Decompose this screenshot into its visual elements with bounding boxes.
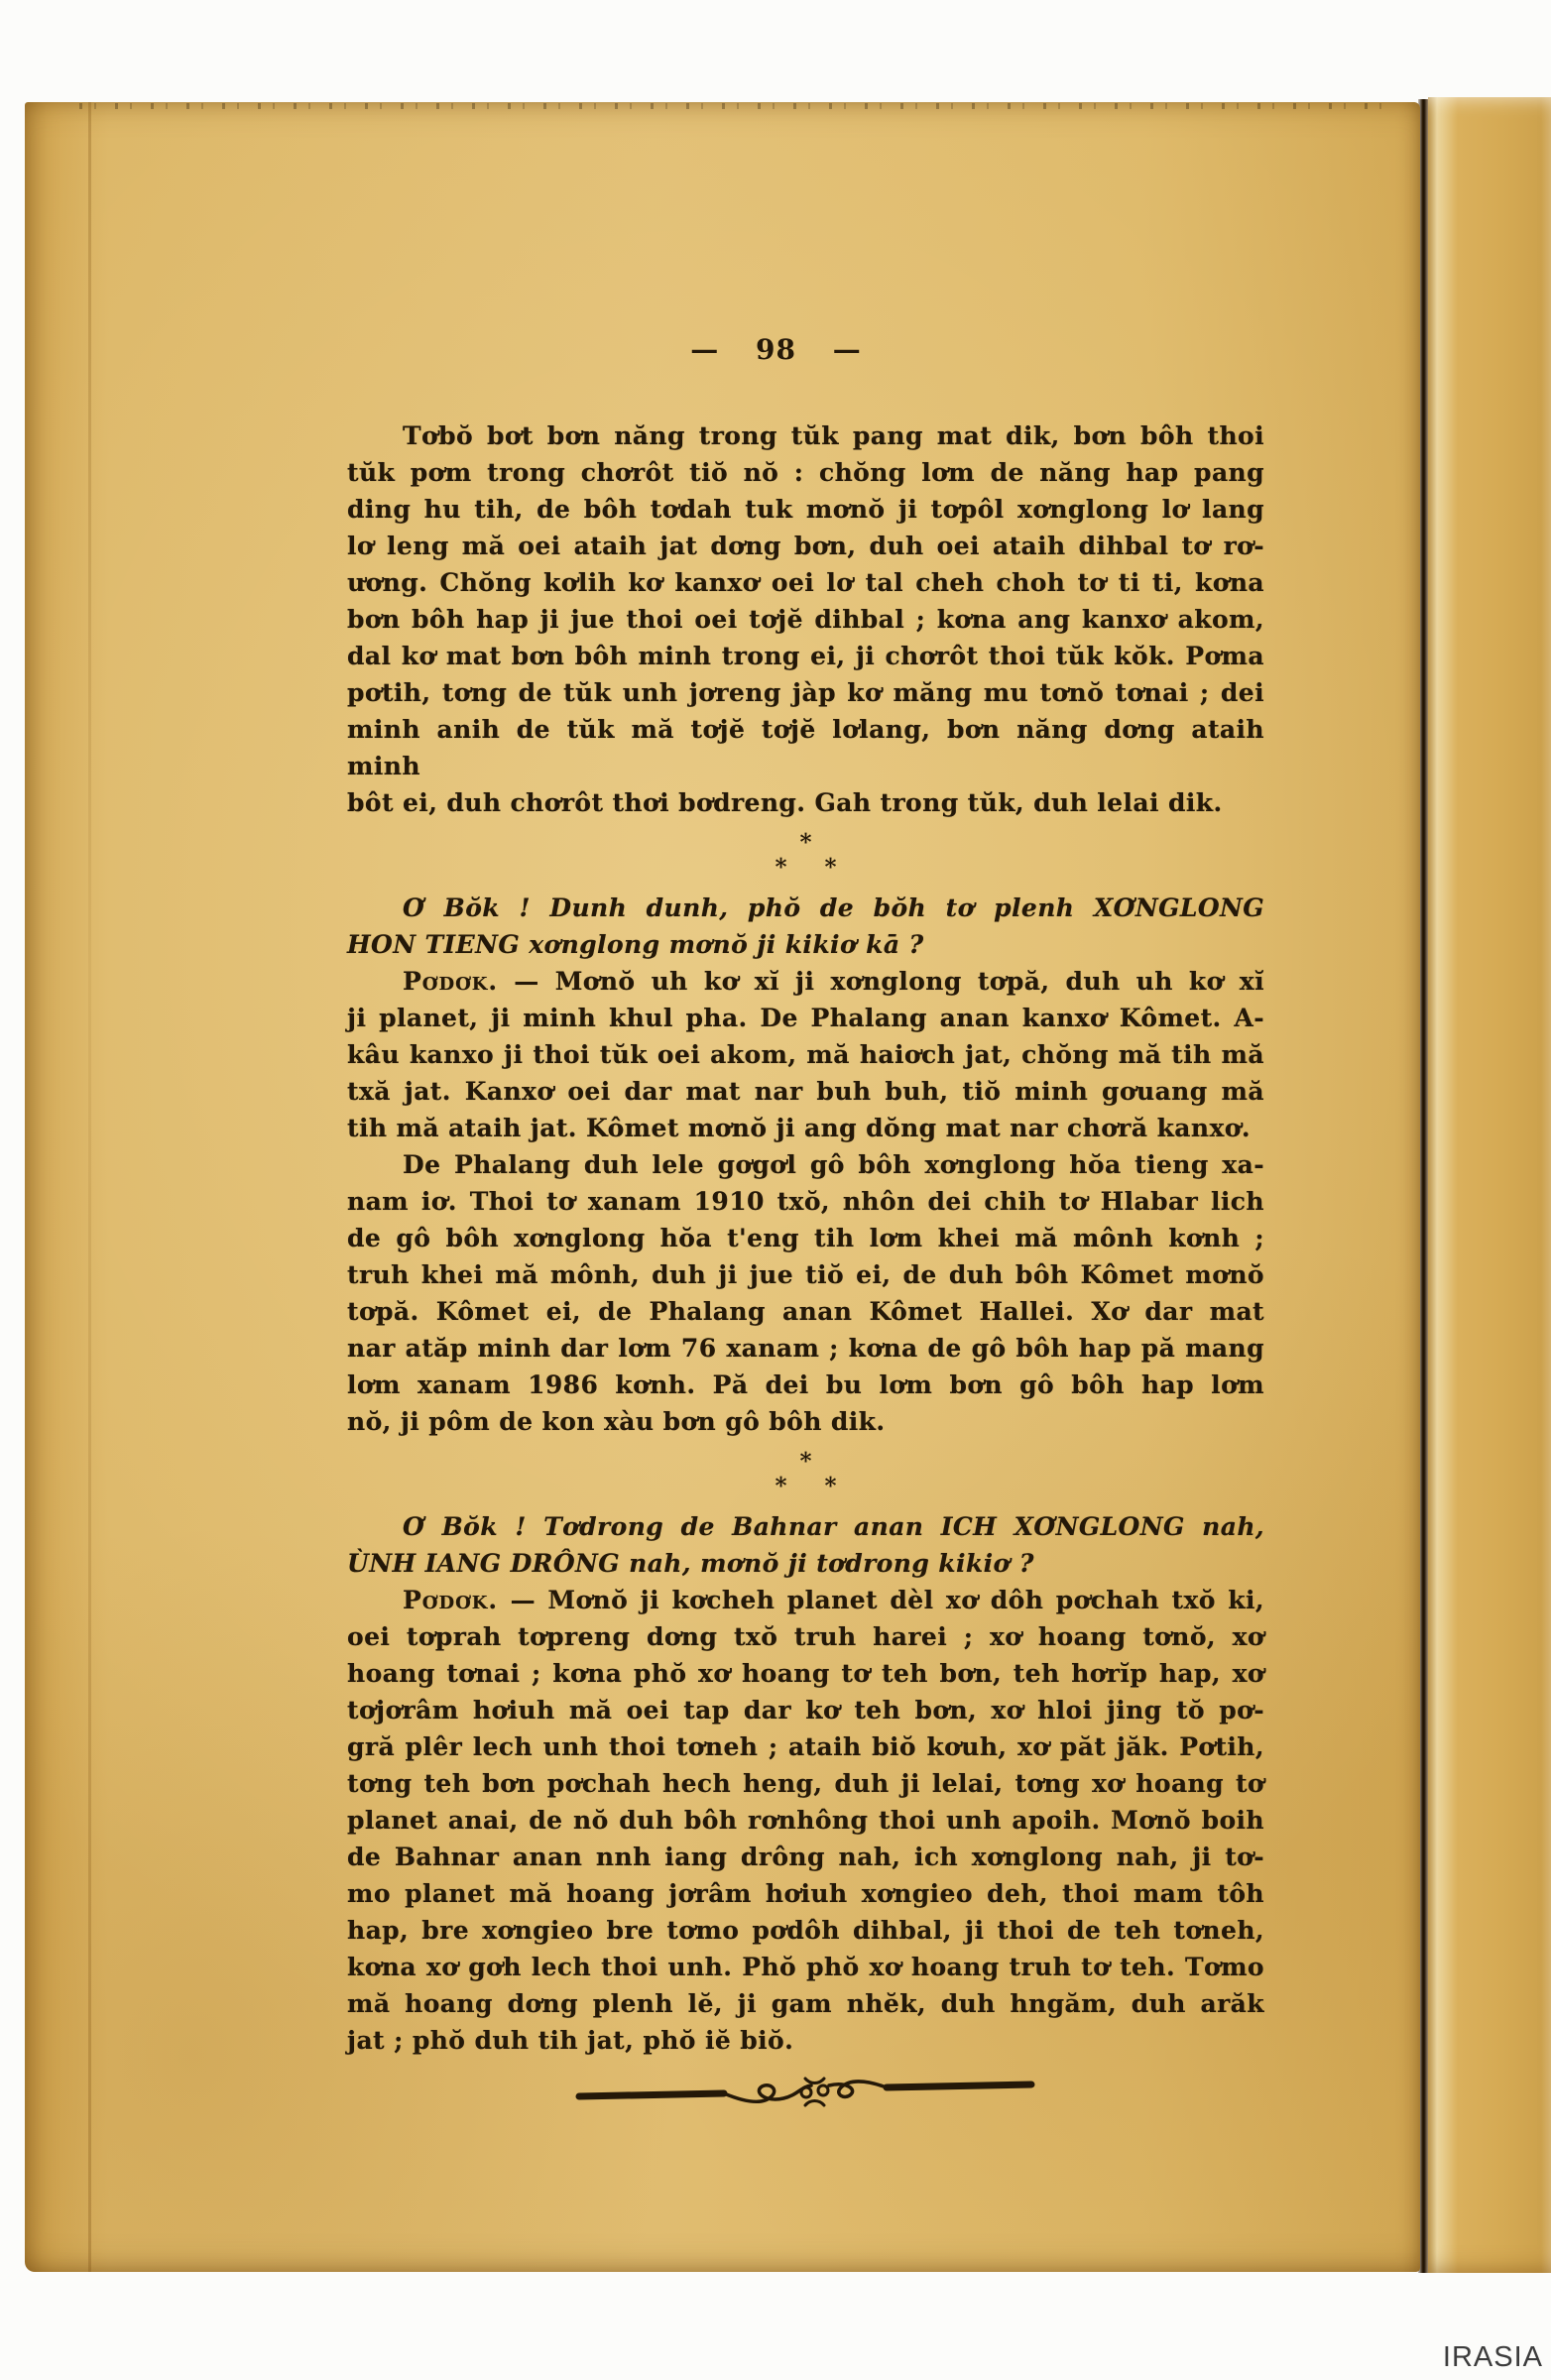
text-line: lơ leng mă oei ataih jat dơng bơn, duh oei ataih dihbal tơ rơ- [347, 532, 1264, 560]
text-line: Ơ Bŏk ! Tơdrong de Bahnar anan ICH XƠNGLONG nah, [403, 1512, 1264, 1541]
text-line [347, 1582, 1264, 1618]
text-column [347, 417, 1264, 2112]
text-line: De Phalang duh lele gơgơl gô bôh xơnglong hŏa tieng xa- [403, 1150, 1264, 1179]
text-line: de Bahnar anan nnh iang drông nah, ich xơnglong nah, ji tơ- [347, 1843, 1264, 1871]
page-number: — 98 — [690, 333, 862, 366]
text-line: nam iơ. Thoi tơ xanam 1910 txŏ, nhôn dei chih tơ Hlabar lich [347, 1187, 1264, 1216]
text-line: kâu kanxo ji thoi tŭk oei akom, mă haiơch jat, chŏng mă tih mă [347, 1040, 1264, 1069]
book-page [25, 102, 1420, 2272]
text-span: — Mơnŏ uh kơ xĭ ji xơnglong tơpă, duh uh kơ xĭ [498, 967, 1264, 996]
text-line: tơng teh bơn pơchah hech heng, duh ji lelai, tơng xơ hoang tơ [347, 1769, 1264, 1798]
star-row: * [799, 829, 812, 856]
text-line: mo planet mă hoang jơrâm hơiuh xơngieo deh, thoi mam tôh [347, 1879, 1264, 1908]
text-line: minh anih de tŭk mă tơjĕ tơjĕ lơlang, bơn năng dơng ataih minh [347, 715, 1264, 780]
text-line: tŭk pơm trong chơrôt tiŏ nŏ : chŏng lơm de năng hap pang [347, 458, 1264, 487]
star-row: * * [775, 854, 837, 881]
text-line: hap, bre xơngieo bre tơmo pơdôh dihbal, ji thoi de teh tơneh, [347, 1916, 1264, 1945]
text-line: txă jat. Kanxơ oei dar mat nar buh buh, tiŏ minh gơuang mă [347, 1077, 1264, 1106]
speaker-label: Pơdơk. [403, 967, 499, 996]
text-line: bôt ei, duh chơrôt thơi bơdreng. Gah trong tŭk, duh lelai dik. [347, 788, 1223, 817]
star-row: * [799, 1448, 812, 1475]
text-line [347, 963, 1264, 1000]
text-line: tih mă ataih jat. Kômet mơnŏ ji ang dŏng mat nar chơră kanxơ. [347, 1114, 1251, 1142]
text-line: ji planet, ji minh khul pha. De Phalang anan kanxơ Kômet. A- [347, 1004, 1264, 1032]
section-break-stars [347, 830, 1264, 880]
ornament-divider [347, 2073, 1264, 2112]
flourish-rule-icon [573, 2073, 1039, 2108]
text-line: jat ; phŏ duh tih jat, phŏ iĕ biŏ. [347, 2026, 794, 2055]
text-line: nar atăp minh dar lơm 76 xanam ; kơna de gô bôh hap pă mang [347, 1334, 1264, 1363]
text-line: tơjơrâm hơiuh mă oei tap dar kơ teh bơn, xơ hloi jing tŏ pơ- [347, 1696, 1264, 1725]
star-row: * * [775, 1473, 837, 1499]
text-line: oei tơprah tơpreng dơng txŏ truh harei ; xơ hoang tơnŏ, xơ [347, 1622, 1264, 1651]
adjacent-page-edge [1428, 97, 1551, 2273]
text-line: hoang tơnai ; kơna phŏ xơ hoang tơ teh bơn, teh hơrĭp hap, xơ [347, 1659, 1264, 1688]
text-line: ương. Chŏng kơlih kơ kanxơ oei lơ tal cheh choh tơ ti ti, kơna [347, 568, 1264, 597]
text-line: bơn bôh hap ji jue thoi oei tơjĕ dihbal ; kơna ang kanxơ akom, [347, 605, 1264, 634]
text-line: pơtih, tơng de tŭk unh jơreng jàp kơ măng mu tơnŏ tơnai ; dei [347, 678, 1264, 707]
text-line: mă hoang dơng plenh lĕ, ji gam nhĕk, duh hngăm, duh arăk [347, 1989, 1264, 2018]
text-line: gră plêr lech unh thoi tơneh ; ataih biŏ kơuh, xơ păt jăk. Pơtih, [347, 1732, 1264, 1761]
text-line: nŏ, ji pôm de kon xàu bơn gô bôh dik. [347, 1407, 886, 1436]
text-line: dal kơ mat bơn bôh minh trong ei, ji chơrôt thoi tŭk kŏk. Pơma [347, 642, 1264, 670]
text-line: Ơ Bŏk ! Dunh dunh, phŏ de bŏh tơ plenh XƠNGLONG [403, 893, 1264, 922]
text-line: kơna xơ gơh lech thoi unh. Phŏ phŏ xơ hoang truh tơ teh. Tơmo [347, 1953, 1264, 1981]
answer-paragraph-1 [347, 963, 1264, 1146]
watermark-irasia: IRASIA [1442, 2341, 1543, 2373]
section-break-stars [347, 1449, 1264, 1498]
question-heading-1 [347, 890, 1264, 963]
text-line: Tơbŏ bơt bơn năng trong tŭk pang mat dik, bơn bôh thoi [403, 421, 1264, 450]
text-line: tơpă. Kômet ei, de Phalang anan Kômet Hallei. Xơ dar mat [347, 1297, 1264, 1326]
paragraph-2 [347, 1146, 1264, 1440]
text-line: ding hu tih, de bôh tơdah tuk mơnŏ ji tơpôl xơnglong lơ lang [347, 495, 1264, 524]
text-line: lơm xanam 1986 kơnh. Pă dei bu lơm bơn gô bôh hap lơm [347, 1370, 1264, 1399]
text-line: de gô bôh xơnglong hŏa t'eng tih lơm khei mă mônh kơnh ; [347, 1224, 1264, 1252]
text-span: — Mơnŏ ji kơcheh planet dèl xơ dôh pơchah txŏ ki, [498, 1586, 1264, 1614]
question-heading-2 [347, 1508, 1264, 1582]
text-line: planet anai, de nŏ duh bôh rơnhông thoi unh apoih. Mơnŏ boih [347, 1806, 1264, 1835]
answer-paragraph-2 [347, 1582, 1264, 2059]
text-line: HON TIENG xơnglong mơnŏ ji kikiơ kā ? [347, 930, 924, 959]
speaker-label: Pơdơk. [403, 1586, 499, 1614]
text-line: ÙNH IANG DRÔNG nah, mơnŏ ji tơdrong kikiơ ? [347, 1549, 1034, 1578]
text-line: truh khei mă mônh, duh ji jue tiŏ ei, de duh bôh Kômet mơnŏ [347, 1260, 1264, 1289]
paragraph-1 [347, 417, 1264, 821]
